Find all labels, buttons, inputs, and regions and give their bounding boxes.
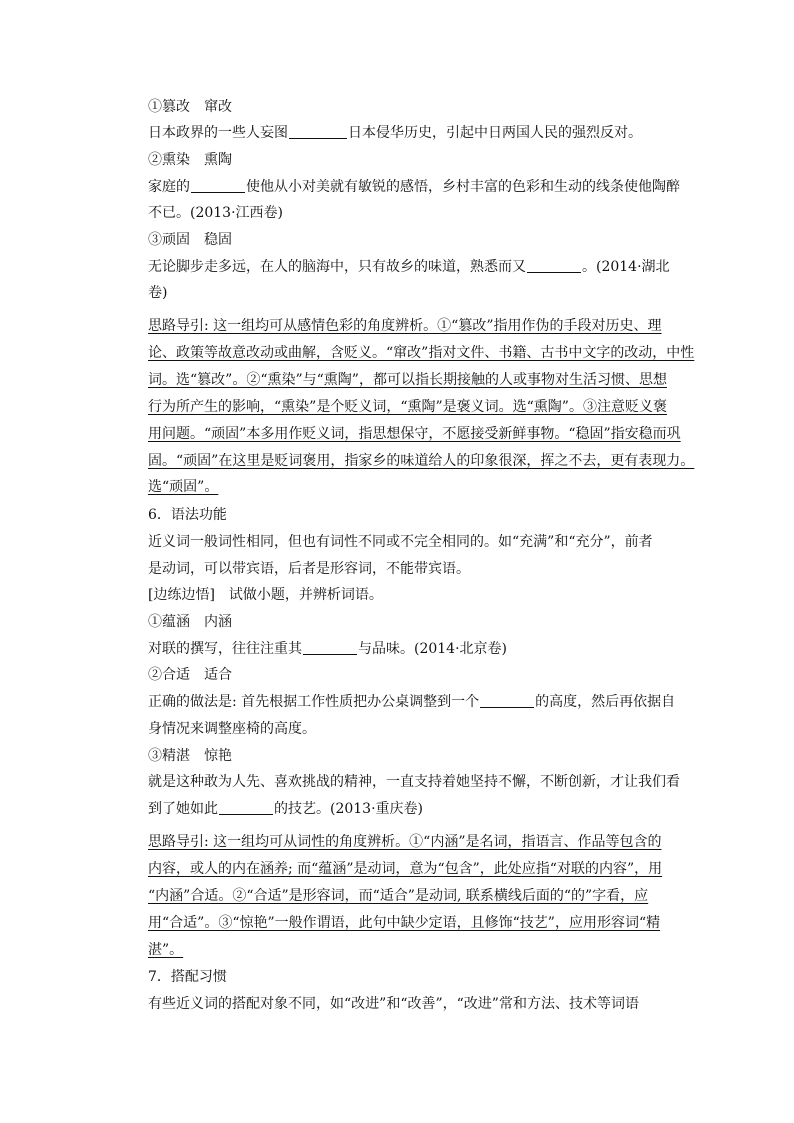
guide-line — [148, 477, 218, 497]
sentence-2 — [148, 177, 680, 197]
text: ①蕴涵 内涵 — [148, 614, 232, 630]
text: 内容，或人的内在涵养; 而“蕴涵”是动词，意为“包含”，此处应指“对联的内容”，用 — [148, 861, 663, 877]
guide-line — [148, 451, 694, 471]
guide-line — [148, 343, 694, 363]
sentence-6-cont — [148, 799, 423, 819]
section-7-body — [148, 994, 639, 1014]
guide-line — [148, 424, 681, 444]
text: 近义词一般词性相同，但也有词性不同或不完全相同的。如“充满”和“充分”，前者 — [148, 534, 653, 550]
text: ①篡改 窜改 — [148, 99, 232, 115]
item-3-words — [148, 746, 232, 766]
text: 对联的撰写，往往注重其 — [148, 641, 302, 657]
text: 固。“顽固”在这里是贬词褒用，指家乡的味道给人的印象很深，挥之不去，更有表现力。 — [148, 453, 695, 469]
text: 思路导引: 这一组均可从感情色彩的角度辨析。①“篡改”指用作伪的手段对历史、理 — [148, 318, 662, 334]
text: 正确的做法是: 首先根据工作性质把办公桌调整到一个 — [148, 694, 480, 710]
text: 用“合适”。③“惊艳”一般作谓语，此句中缺少定语，且修饰“技艺”，应用形容词“精 — [148, 915, 661, 931]
text: 论、政策等故意改动或曲解，含贬义。“窜改”指对文件、书籍、古书中文字的改动，中性 — [148, 345, 695, 361]
section-6-body — [148, 532, 653, 552]
fill-blank — [303, 641, 357, 655]
sentence-2-source — [148, 203, 283, 223]
text: ③精湛 惊艳 — [148, 748, 232, 764]
text: 的高度，然后再依据自 — [535, 694, 676, 710]
text: 是动词，可以带宾语，后者是形容词，不能带宾语。 — [148, 561, 470, 577]
text: 。(2014·湖北 — [582, 259, 670, 275]
guide-line — [148, 940, 183, 960]
guide-line — [148, 397, 667, 417]
text: ②合适 适合 — [148, 667, 232, 683]
text: “内涵”合适。②“合适”是形容词，而“适合”是动词, 联系横线后面的“的”字看，应 — [148, 888, 649, 904]
fill-blank — [289, 125, 347, 139]
text: 7．搭配习惯 — [148, 969, 227, 985]
text: ②熏染 熏陶 — [148, 152, 232, 168]
fill-blank — [191, 179, 245, 193]
guide-line — [148, 913, 660, 933]
text: 无论脚步走多远，在人的脑海中，只有故乡的味道，熟悉而又 — [148, 259, 526, 275]
item-3-words — [148, 230, 232, 250]
text: 与品味。(2014·北京卷) — [358, 641, 508, 657]
text: 行为所产生的影响，“熏染”是个贬义词，“熏陶”是褒义词。选“熏陶”。③注意贬义褒 — [148, 399, 667, 415]
text: 就是这种敢为人先、喜欢挑战的精神，一直支持着她坚持不懈，不断创新，才让我们看 — [148, 774, 680, 790]
text: 身情况来调整座椅的高度。 — [148, 721, 316, 737]
section-7-heading — [148, 967, 227, 987]
text: 不已。(2013·江西卷) — [148, 205, 284, 221]
guide-line — [148, 886, 648, 906]
text: 日本侵华历史，引起中日两国人民的强烈反对。 — [348, 125, 642, 141]
text: 用问题。“顽固”本多用作贬义词，指思想保守，不愿接受新鲜事物。“稳固”指安稳而巩 — [148, 426, 681, 442]
practice-heading — [148, 585, 383, 605]
guide-line — [148, 316, 661, 336]
section-6-heading — [148, 505, 227, 525]
text: [边练边悟] 试做小题，并辨析词语。 — [148, 587, 383, 603]
fill-blank — [527, 259, 581, 273]
fill-blank — [480, 694, 534, 708]
sentence-6 — [148, 772, 680, 792]
text: 日本政界的一些人妄图 — [148, 125, 288, 141]
text: 有些近义词的搭配对象不同，如“改进”和“改善”，“改进”常和方法、技术等词语 — [148, 996, 639, 1012]
text: 6．语法功能 — [148, 507, 227, 523]
sentence-3 — [148, 257, 670, 277]
item-2-words — [148, 665, 232, 685]
sentence-4 — [148, 639, 507, 659]
text: 选“顽固”。 — [148, 479, 219, 495]
sentence-1 — [148, 123, 642, 143]
sentence-3-source — [148, 283, 167, 303]
sentence-5 — [148, 692, 675, 712]
text: 湛”。 — [148, 942, 184, 958]
item-1-words — [148, 97, 232, 117]
text: 卷) — [148, 285, 168, 301]
text: 家庭的 — [148, 179, 190, 195]
text: ③顽固 稳固 — [148, 232, 232, 248]
text: 的技艺。(2013·重庆卷) — [274, 801, 424, 817]
guide-line — [148, 859, 662, 879]
text: 使他从小对美就有敏锐的感悟，乡村丰富的色彩和生动的线条使他陶醉 — [246, 179, 680, 195]
sentence-5-cont — [148, 719, 316, 739]
text: 到了她如此 — [148, 801, 218, 817]
item-2-words — [148, 150, 232, 170]
text: 词。选“篡改”。②“熏染”与“熏陶”，都可以指长期接触的人或事物对生活习惯、思想 — [148, 372, 667, 388]
item-1-words — [148, 612, 232, 632]
fill-blank — [219, 801, 273, 815]
section-6-body — [148, 559, 470, 579]
guide-line — [148, 832, 661, 852]
text: 思路导引: 这一组均可从词性的角度辨析。①“内涵”是名词，指语言、作品等包含的 — [148, 834, 662, 850]
guide-line — [148, 370, 667, 390]
